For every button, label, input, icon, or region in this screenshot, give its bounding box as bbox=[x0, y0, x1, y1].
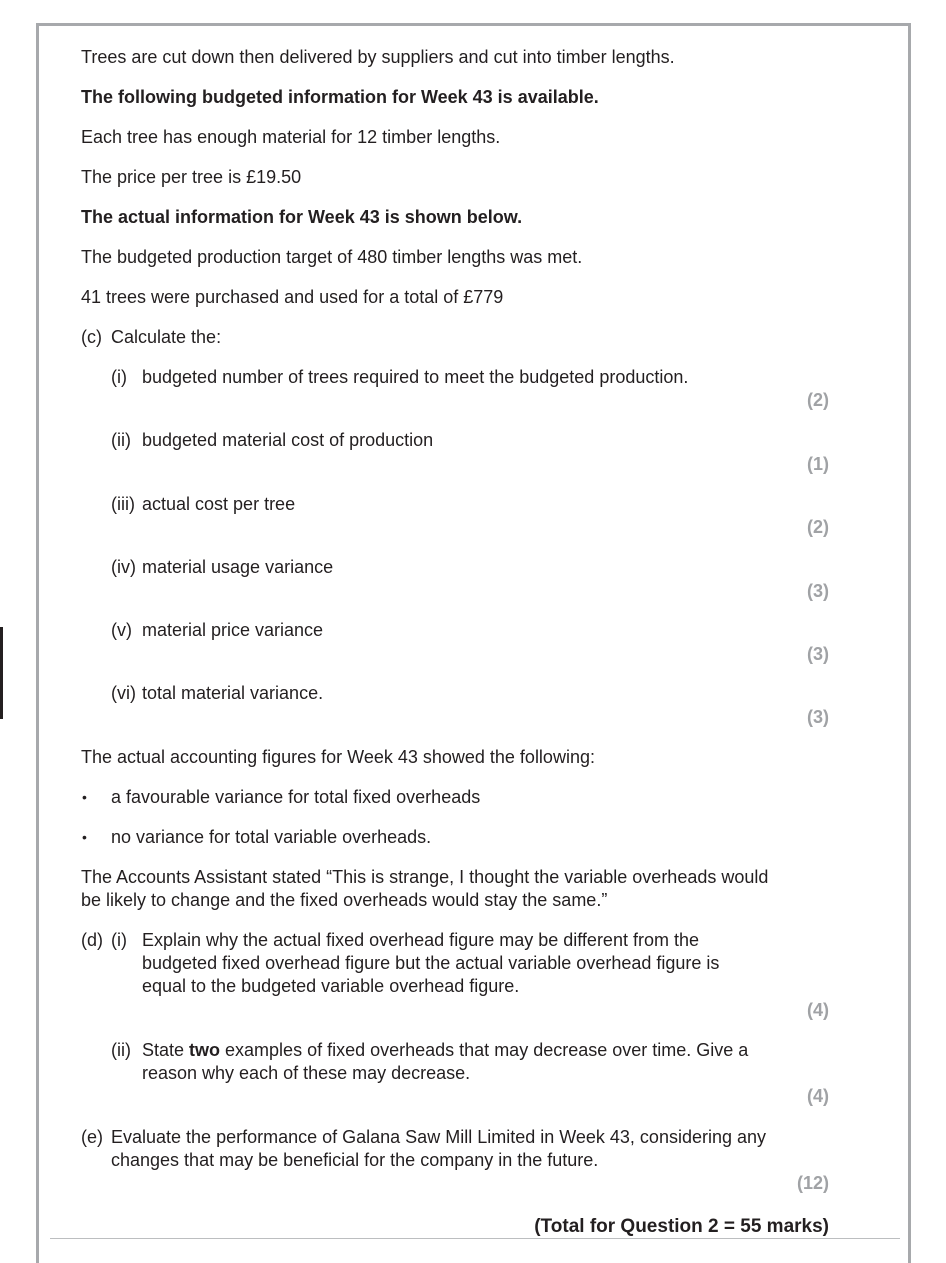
part-c-stem: Calculate the: bbox=[111, 327, 222, 347]
question-text: total material variance. bbox=[142, 683, 324, 703]
marks-badge: (2) bbox=[807, 517, 829, 537]
emphasis: two bbox=[189, 1040, 221, 1060]
question-text: actual cost per tree bbox=[142, 494, 296, 514]
question-label: (ii) bbox=[111, 1040, 131, 1060]
question-label: (vi) bbox=[111, 683, 136, 703]
question-text: budgeted number of trees required to meet the budgeted production. bbox=[142, 367, 689, 387]
marks-badge: (12) bbox=[796, 1173, 829, 1193]
total-marks: (Total for Question 2 = 55 marks) bbox=[534, 1216, 829, 1237]
accounting-intro: The actual accounting figures for Week 43 showed the following: bbox=[81, 747, 595, 767]
question-text: equal to the budgeted variable overhead figure. bbox=[142, 976, 520, 996]
part-c-label: (c) bbox=[81, 327, 102, 347]
question-text: State two examples of fixed overheads that may decrease over time. Give a bbox=[142, 1040, 749, 1060]
part-d-label: (d) bbox=[81, 930, 103, 950]
bullet-icon: • bbox=[82, 829, 87, 845]
list-item: a favourable variance for total fixed overheads bbox=[111, 787, 481, 807]
marks-badge: (4) bbox=[807, 1000, 829, 1020]
question-label: (i) bbox=[111, 367, 127, 387]
intro-line-1: Trees are cut down then delivered by suppliers and cut into timber lengths. bbox=[81, 47, 675, 67]
divider bbox=[50, 1238, 900, 1239]
marks-badge: (3) bbox=[807, 644, 829, 664]
marks-badge: (3) bbox=[807, 707, 829, 727]
marks-badge: (4) bbox=[807, 1086, 829, 1106]
question-text: material usage variance bbox=[142, 557, 334, 577]
margin-bar bbox=[0, 627, 3, 719]
question-label: (v) bbox=[111, 620, 132, 640]
question-text: changes that may be beneficial for the company in the future. bbox=[111, 1150, 599, 1170]
question-label: (ii) bbox=[111, 430, 131, 450]
marks-badge: (3) bbox=[807, 581, 829, 601]
intro-line-2: Each tree has enough material for 12 timber lengths. bbox=[81, 127, 501, 147]
question-text: material price variance bbox=[142, 620, 324, 640]
intro-line-5: 41 trees were purchased and used for a total of £779 bbox=[81, 287, 504, 307]
marks-badge: (1) bbox=[807, 454, 829, 474]
question-text: reason why each of these may decrease. bbox=[142, 1063, 471, 1083]
question-label: (iii) bbox=[111, 494, 135, 514]
question-text: budgeted fixed overhead figure but the actual variable overhead figure is bbox=[142, 953, 720, 973]
quote-line-1: The Accounts Assistant stated “This is strange, I thought the variable overheads would bbox=[81, 867, 769, 887]
part-e-label: (e) bbox=[81, 1127, 103, 1147]
budget-heading: The following budgeted information for Week 43 is available. bbox=[81, 87, 599, 107]
intro-line-3: The price per tree is £19.50 bbox=[81, 167, 302, 187]
question-text: Evaluate the performance of Galana Saw Mill Limited in Week 43, considering any bbox=[111, 1127, 767, 1147]
intro-line-4: The budgeted production target of 480 timber lengths was met. bbox=[81, 247, 583, 267]
question-text: Explain why the actual fixed overhead figure may be different from the bbox=[142, 930, 699, 950]
question-label: (i) bbox=[111, 930, 127, 950]
list-item: no variance for total variable overheads. bbox=[111, 827, 432, 847]
actual-heading: The actual information for Week 43 is shown below. bbox=[81, 207, 523, 227]
question-label: (iv) bbox=[111, 557, 136, 577]
marks-badge: (2) bbox=[807, 390, 829, 410]
question-text: budgeted material cost of production bbox=[142, 430, 434, 450]
quote-line-2: be likely to change and the fixed overheads would stay the same.” bbox=[81, 890, 608, 910]
bullet-icon: • bbox=[82, 789, 87, 805]
